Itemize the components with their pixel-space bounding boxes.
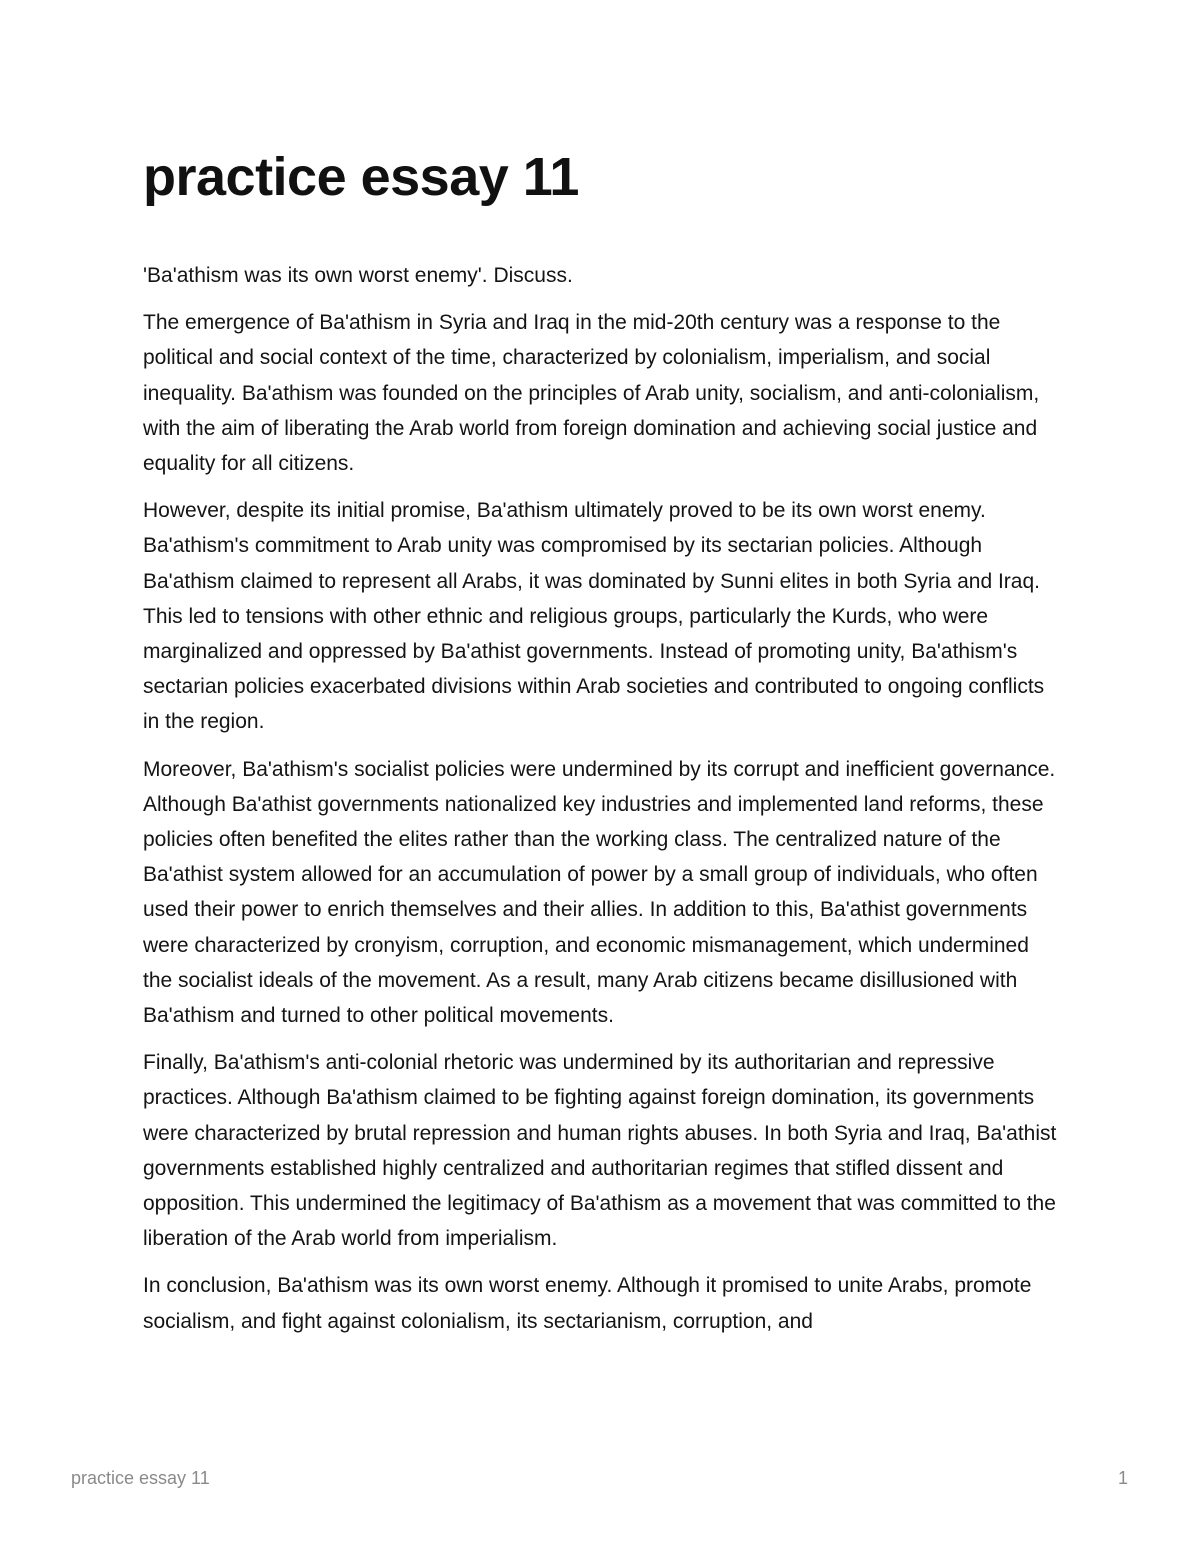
essay-prompt: 'Ba'athism was its own worst enemy'. Discuss. bbox=[143, 264, 573, 287]
paragraph-socialism: Moreover, Ba'athism's socialist policies were undermined by its corrupt and inefficient governance. Although Ba'athist governments nationalized key industries and implemented land reforms, these policies often benefited the elites rather than the working class. The centralized nature of the Ba'athist system allowed for an accumulation of power by a small group of individuals, who often used their power to enrich themselves and their allies. In addition to this, Ba'athist governments were characterized by cronyism, corruption, and economic mismanagement, which undermined the socialist ideals of the movement. As a result, many Arab citizens became disillusioned with Ba'athism and turned to other political movements. bbox=[143, 757, 1056, 1028]
paragraph-conclusion: In conclusion, Ba'athism was its own worst enemy. Although it promised to unite Arabs, promote socialism, and fight against colonialism, its sectarianism, corruption, and bbox=[143, 1274, 1032, 1333]
page-title: practice essay 11 bbox=[143, 147, 579, 207]
paragraph-introduction: The emergence of Ba'athism in Syria and Iraq in the mid-20th century was a response to the political and social context of the time, characterized by colonialism, imperialism, and social inequality. Ba'athism was founded on the principles of Arab unity, socialism, and anti-colonialism, with the aim of liberating the Arab world from foreign domination and achieving social justice and equality for all citizens. bbox=[143, 311, 1040, 476]
essay-body bbox=[143, 258, 1063, 1351]
footer-document-title: practice essay 11 bbox=[71, 1468, 210, 1488]
footer-page-number: 1 bbox=[1117, 1468, 1128, 1488]
paragraph-sectarianism: However, despite its initial promise, Ba'athism ultimately proved to be its own worst enemy. Ba'athism's commitment to Arab unity was compromised by its sectarian policies. Although Ba'athism claimed to represent all Arabs, it was dominated by Sunni elites in both Syria and Iraq. This led to tensions with other ethnic and religious groups, particularly the Kurds, who were marginalized and oppressed by Ba'athist governments. Instead of promoting unity, Ba'athism's sectarian policies exacerbated divisions within Arab societies and contributed to ongoing conflicts in the region. bbox=[143, 499, 1045, 734]
paragraph-authoritarianism: Finally, Ba'athism's anti-colonial rhetoric was undermined by its authoritarian and repressive practices. Although Ba'athism claimed to be fighting against foreign domination, its governments were characterized by brutal repression and human rights abuses. In both Syria and Iraq, Ba'athist governments established highly centralized and authoritarian regimes that stifled dissent and opposition. This undermined the legitimacy of Ba'athism as a movement that was committed to the liberation of the Arab world from imperialism. bbox=[143, 1051, 1057, 1251]
